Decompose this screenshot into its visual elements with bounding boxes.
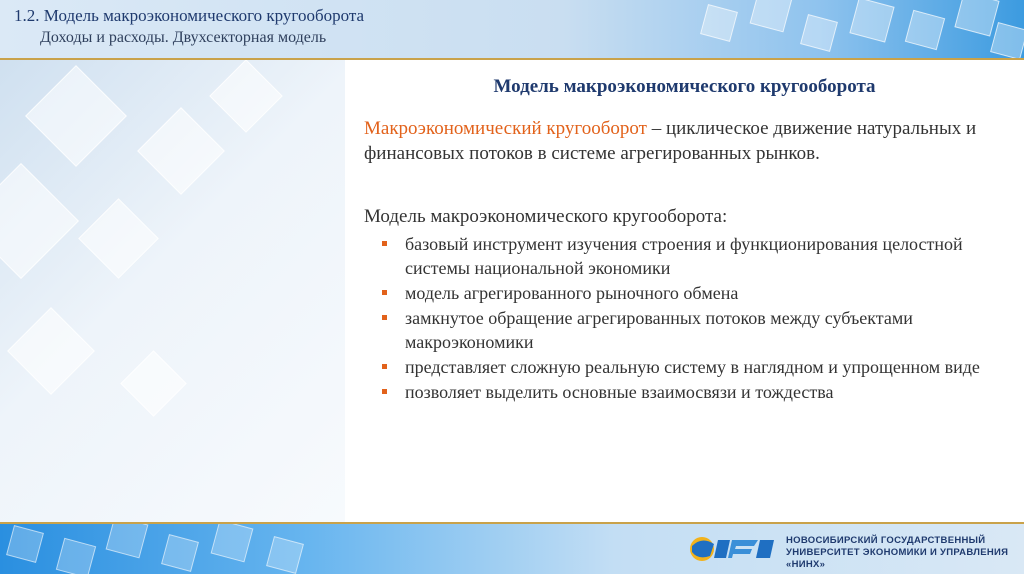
slide-title: Модель макроэкономического кругооборота bbox=[493, 76, 876, 97]
header-band bbox=[0, 0, 1024, 58]
left-decoration bbox=[0, 60, 345, 522]
list-item-text: представляет сложную реальную систему в наглядном и упрощенном виде bbox=[405, 357, 980, 377]
university-logo-icon bbox=[688, 532, 778, 566]
footer-decoration bbox=[0, 524, 360, 574]
list-item-text: базовый инструмент изучения строения и функционирования целостной системы национальной экономики bbox=[405, 234, 963, 278]
list-item-text: позволяет выделить основные взаимосвязи и тождества bbox=[405, 382, 834, 402]
university-name bbox=[786, 535, 1024, 571]
bullet-list bbox=[364, 232, 1024, 405]
model-heading: Модель макроэкономического кругооборота: bbox=[364, 206, 728, 227]
list-item bbox=[364, 281, 1024, 305]
list-item-text: замкнутое обращение агрегированных потоков между субъектами макроэкономики bbox=[405, 308, 913, 352]
slide-section-title: 1.2. Модель макроэкономического кругооборота bbox=[14, 6, 365, 25]
list-item bbox=[364, 355, 1024, 379]
university-name-line2: УНИВЕРСИТЕТ ЭКОНОМИКИ И УПРАВЛЕНИЯ «НИНХ» bbox=[786, 547, 1009, 570]
bullet-icon bbox=[382, 241, 387, 246]
content-panel bbox=[345, 60, 1024, 522]
bullet-icon bbox=[382, 290, 387, 295]
bullet-icon bbox=[382, 364, 387, 369]
header-decoration bbox=[684, 0, 1024, 58]
bullet-icon bbox=[382, 315, 387, 320]
list-item bbox=[364, 306, 1024, 354]
slide-section-subtitle: Доходы и расходы. Двухсекторная модель bbox=[40, 29, 327, 46]
list-item-text: модель агрегированного рыночного обмена bbox=[405, 283, 739, 303]
list-item bbox=[364, 232, 1024, 280]
definition-paragraph bbox=[364, 116, 1004, 166]
bullet-icon bbox=[382, 389, 387, 394]
university-name-line1: НОВОСИБИРСКИЙ ГОСУДАРСТВЕННЫЙ bbox=[786, 535, 986, 546]
list-item bbox=[364, 380, 1024, 404]
definition-text: – циклическое движение натуральных и финансовых потоков в системе агрегированных рынков. bbox=[364, 118, 977, 164]
definition-term: Макроэкономический кругооборот bbox=[364, 118, 647, 139]
